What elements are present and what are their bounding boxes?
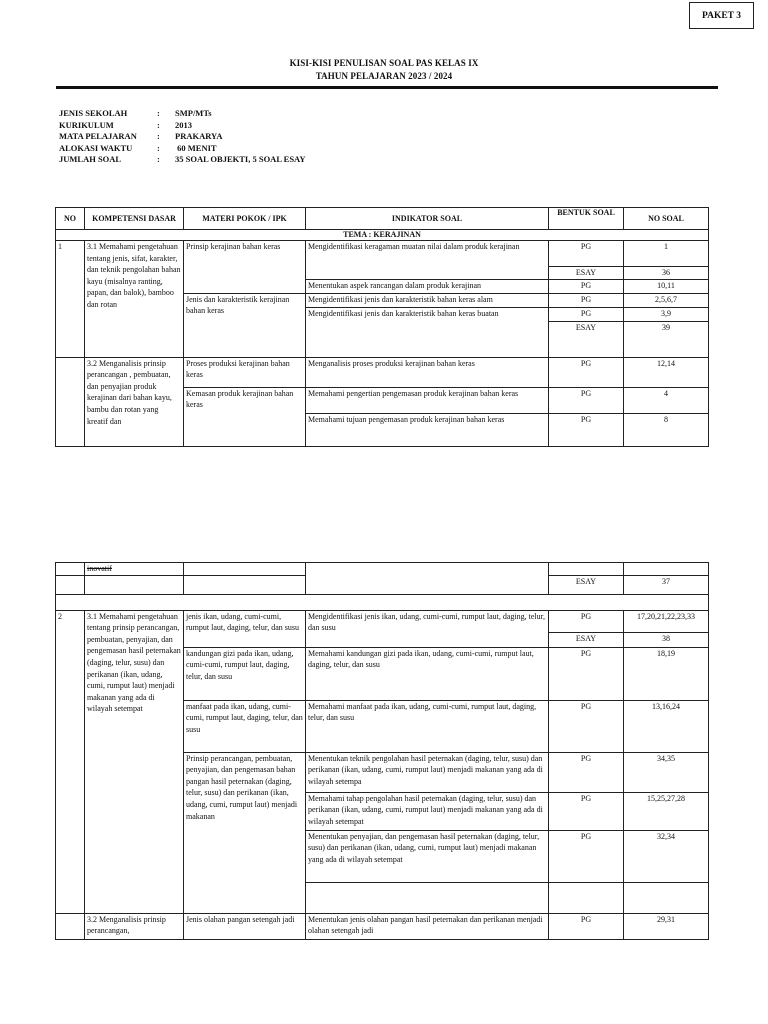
kompetensi-continued: inovatif — [85, 563, 184, 576]
info-row — [59, 108, 306, 120]
table-row — [56, 357, 709, 387]
info-label: ALOKASI WAKTU — [59, 142, 133, 153]
materi-pokok: manfaat pada ikan, udang, cumi-cumi, rumput laut, daging, telur, dan susu — [184, 700, 306, 752]
bentuk-soal: PG — [549, 700, 624, 752]
no-soal: 29,31 — [624, 913, 709, 939]
no-soal: 2,5,6,7 — [624, 293, 709, 307]
indikator-soal: Memahami kandungan gizi pada ikan, udang, cumi-cumi, rumput laut, daging, telur, dan susu — [306, 647, 549, 700]
no-soal: 34,35 — [624, 752, 709, 792]
info-value: 2013 — [175, 119, 192, 130]
info-colon: : — [157, 142, 160, 153]
row-number-empty — [56, 357, 85, 446]
indikator-soal: Menentukan penyajian, dan pengemasan hasil peternakan (daging, telur, susu) dan perikanan (ikan, udang, cumi, rumput laut) menjadi makanan yang ada di wilayah setempat — [306, 830, 549, 882]
bentuk-soal: ESAY — [549, 632, 624, 647]
no-soal: 36 — [624, 267, 709, 280]
materi-pokok: jenis ikan, udang, cumi-cumi, rumput laut, daging, telur, dan susu — [184, 610, 306, 647]
indikator-empty — [306, 882, 549, 913]
bentuk-empty — [549, 882, 624, 913]
indikator-soal: Menentukan jenis olahan pangan hasil peternakan dan perikanan menjadi olahan setengah jadi — [306, 913, 549, 939]
info-row — [59, 120, 306, 132]
info-value: SMP/MTs — [175, 108, 212, 118]
table-row — [56, 610, 709, 632]
row-number: 1 — [56, 241, 85, 358]
document-title: KISI-KISI PENULISAN SOAL PAS KELAS IX — [289, 58, 479, 68]
table-row — [56, 241, 709, 267]
bentuk-soal: PG — [549, 293, 624, 307]
no-soal: 3,9 — [624, 307, 709, 321]
materi-pokok: Proses produksi kerajinan bahan keras — [184, 357, 306, 387]
info-row — [59, 131, 306, 143]
table-row — [56, 563, 709, 576]
bentuk-soal: PG — [549, 610, 624, 632]
kompetensi-dasar: 3.2 Menganalisis prinsip perancangan, — [85, 913, 184, 939]
materi-pokok: Prinsip perancangan, pembuatan, penyajian, dan pengemasan bahan pangan hasil peternakan (daging, telur, susu) dan perikanan (ikan, udang, cumi, rumput laut) menjadi makanan — [184, 752, 306, 913]
no-soal: 10,11 — [624, 279, 709, 293]
no-soal: 38 — [624, 632, 709, 647]
no-soal: 15,25,27,28 — [624, 792, 709, 830]
no-soal: 4 — [624, 387, 709, 413]
kisi-table-2 — [55, 562, 709, 940]
no-soal: 32,34 — [624, 830, 709, 882]
materi-pokok: Jenis olahan pangan setengah jadi — [184, 913, 306, 939]
bentuk-soal: PG — [549, 279, 624, 293]
indikator-soal: Memahami tujuan pengemasan produk kerajinan bahan keras — [306, 413, 549, 446]
no-soal: 12,14 — [624, 357, 709, 387]
info-colon: : — [157, 108, 160, 118]
info-value: 35 SOAL OBJEKTI, 5 SOAL ESAY — [175, 154, 306, 164]
row-number: 2 — [56, 610, 85, 913]
materi-pokok: Prinsip kerajinan bahan keras — [184, 241, 306, 294]
indikator-soal: Mengidentifikasi jenis dan karakteristik bahan keras alam — [306, 293, 549, 307]
info-label: KURIKULUM — [59, 119, 114, 130]
indikator-soal: Mengidentifikasi jenis ikan, udang, cumi-cumi, rumput laut, daging, telur, dan susu — [306, 610, 549, 647]
no-soal: 18,19 — [624, 647, 709, 700]
info-colon: : — [157, 154, 160, 164]
tema-label: TEMA : KERAJINAN — [56, 230, 709, 241]
bentuk-soal: PG — [549, 913, 624, 939]
bentuk-soal: PG — [549, 357, 624, 387]
table-row — [56, 913, 709, 939]
bentuk-empty — [549, 563, 624, 576]
materi-empty — [184, 563, 306, 576]
bentuk-soal: ESAY — [549, 267, 624, 280]
kompetensi-dasar: 3.2 Menganalisis prinsip perancangan , pembuatan, dan penyajian produk kerajinan dari bahan kayu, bambu dan rotan yang kreatif dan — [85, 357, 184, 446]
bentuk-soal: PG — [549, 241, 624, 267]
document-subtitle: TAHUN PELAJARAN 2023 / 2024 — [315, 71, 453, 81]
info-label: MATA PELAJARAN — [59, 131, 137, 141]
info-row — [59, 143, 306, 155]
no-soal: 17,20,21,22,23,33 — [624, 610, 709, 632]
bentuk-soal: ESAY — [549, 321, 624, 357]
info-colon: : — [157, 131, 160, 141]
kisi-table-1 — [55, 207, 709, 447]
indikator-soal: Mengidentifikasi jenis dan karakteristik bahan keras buatan — [306, 307, 549, 357]
table-spacer-row — [56, 594, 709, 610]
bentuk-soal: PG — [549, 752, 624, 792]
row-number-empty — [56, 913, 85, 939]
materi-pokok: Jenis dan karakteristik kerajinan bahan keras — [184, 293, 306, 357]
indikator-soal: Menganalisis proses produksi kerajinan bahan keras — [306, 357, 549, 387]
no-soal: 39 — [624, 321, 709, 357]
kompetensi-dasar: 3.1 Memahami pengetahuan tentang prinsip perancangan, pembuatan, penyajian, dan pengemasan hasil peternakan (daging, telur, susu) dan perikanan (ikan, udang, cumi, rumput laut) menjadi makanan yang ada di wilayah setempat — [85, 610, 184, 913]
indikator-soal: Memahami pengertian pengemasan produk kerajinan bahan keras — [306, 387, 549, 413]
indikator-soal: Menentukan teknik pengolahan hasil peternakan (daging, telur, susu) dan perikanan (ikan, udang, cumi, rumput laut) menjadi makanan yang ada di wilayah setempa — [306, 752, 549, 792]
indikator-empty — [306, 563, 549, 595]
school-info — [59, 108, 306, 166]
header-nosoal: NO SOAL — [624, 208, 709, 230]
header-indikator: INDIKATOR SOAL — [306, 208, 549, 230]
table-header-row — [56, 208, 709, 230]
materi-empty — [184, 575, 306, 594]
nosoal-empty — [624, 882, 709, 913]
tema-row — [56, 230, 709, 241]
materi-pokok: kandungan gizi pada ikan, udang, cumi-cumi, rumput laut, daging, telur, dan susu — [184, 647, 306, 700]
paket-label: PAKET 3 — [689, 2, 754, 29]
kompetensi-empty — [85, 575, 184, 594]
indikator-soal: Memahami manfaat pada ikan, udang, cumi-cumi, rumput laut, daging, telur, dan susu — [306, 700, 549, 752]
bentuk-soal: PG — [549, 830, 624, 882]
nosoal-empty — [624, 563, 709, 576]
header-bentuk: BENTUK SOAL — [549, 208, 624, 230]
kompetensi-dasar: 3.1 Memahami pengetahuan tentang jenis, sifat, karakter, dan teknik pengolahan bahan kayu (misalnya ranting, papan, dan balok), bamboo dan rotan — [85, 241, 184, 358]
bentuk-soal: PG — [549, 792, 624, 830]
bentuk-soal: PG — [549, 413, 624, 446]
spacer-cell — [56, 594, 709, 610]
bentuk-soal: PG — [549, 307, 624, 321]
no-soal: 1 — [624, 241, 709, 267]
info-label: JUMLAH SOAL — [59, 154, 122, 164]
info-colon: : — [157, 119, 160, 130]
info-value: PRAKARYA — [175, 131, 223, 141]
header-materi: MATERI POKOK / IPK — [184, 208, 306, 230]
no-soal: 37 — [624, 575, 709, 594]
bentuk-soal: PG — [549, 647, 624, 700]
info-row — [59, 154, 306, 166]
row-number-empty — [56, 575, 85, 594]
indikator-soal: Mengidentifikasi keragaman muatan nilai dalam produk kerajinan — [306, 241, 549, 280]
bentuk-soal: PG — [549, 387, 624, 413]
row-number-empty — [56, 563, 85, 576]
no-soal: 8 — [624, 413, 709, 446]
indikator-soal: Menentukan aspek rancangan dalam produk kerajinan — [306, 279, 549, 293]
info-label: JENIS SEKOLAH — [59, 108, 128, 118]
indikator-soal: Memahami tahap pengolahan hasil peternakan (daging, telur, susu) dan perikanan (ikan, udang, cumi, rumput laut) menjadi makanan yang ada di wilayah setempat — [306, 792, 549, 830]
header-no: NO — [56, 208, 85, 230]
materi-pokok: Kemasan produk kerajinan bahan keras — [184, 387, 306, 446]
header-rule — [56, 86, 718, 89]
no-soal: 13,16,24 — [624, 700, 709, 752]
header-kompetensi: KOMPETENSI DASAR — [85, 208, 184, 230]
bentuk-soal: ESAY — [549, 575, 624, 594]
info-value: 60 MENIT — [175, 142, 217, 153]
